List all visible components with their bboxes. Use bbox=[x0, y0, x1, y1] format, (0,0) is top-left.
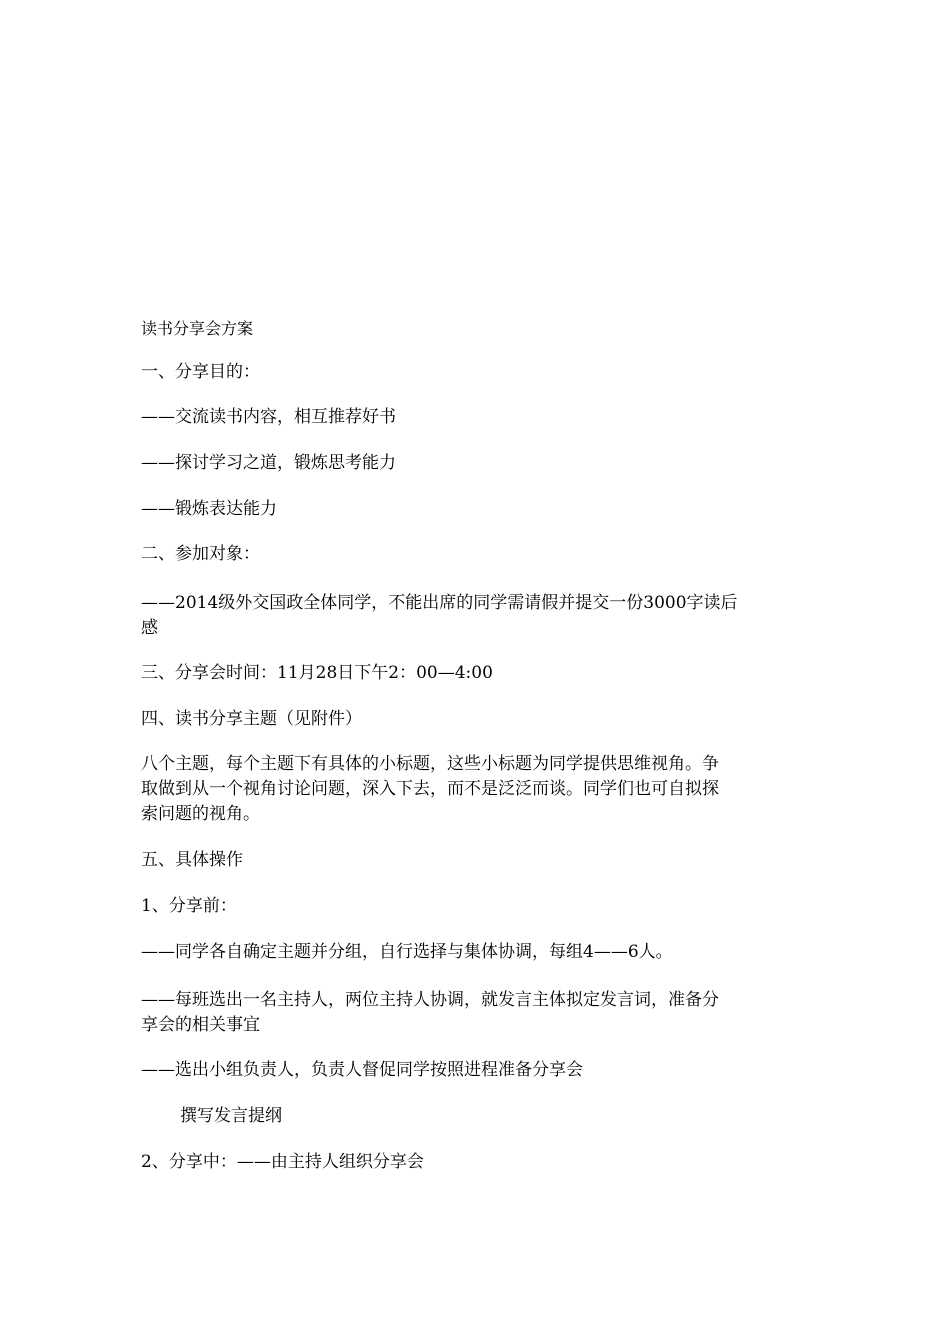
subheading-before: 1、分享前： bbox=[141, 896, 237, 916]
operation-item: ——选出小组负责人，负责人督促同学按照进程准备分享会 bbox=[141, 1060, 583, 1080]
section-heading-purpose: 一、分享目的： bbox=[141, 362, 260, 382]
participants-text-line: ——2014级外交国政全体同学，不能出席的同学需请假并提交一份3000字读后 bbox=[141, 593, 738, 613]
section-heading-operation: 五、具体操作 bbox=[141, 850, 243, 870]
operation-item-line: ——每班选出一名主持人，两位主持人协调，就发言主体拟定发言词，准备分 bbox=[141, 990, 719, 1010]
section-heading-topics: 四、读书分享主题（见附件） bbox=[141, 709, 362, 729]
topics-paragraph-line: 取做到从一个视角讨论问题，深入下去，而不是泛泛而谈。同学们也可自拟探 bbox=[141, 779, 719, 799]
purpose-item: ——锻炼表达能力 bbox=[141, 499, 277, 519]
topics-paragraph-line: 八个主题，每个主题下有具体的小标题，这些小标题为同学提供思维视角。争 bbox=[141, 754, 719, 774]
operation-item: ——同学各自确定主题并分组，自行选择与集体协调，每组4——6人。 bbox=[141, 942, 673, 962]
purpose-item: ——探讨学习之道，锻炼思考能力 bbox=[141, 453, 396, 473]
operation-item-line: 享会的相关事宜 bbox=[141, 1015, 260, 1035]
topics-paragraph-line: 索问题的视角。 bbox=[141, 804, 260, 824]
section-heading-participants: 二、参加对象： bbox=[141, 544, 260, 564]
section-heading-time: 三、分享会时间：11月28日下午2：00—4:00 bbox=[141, 663, 493, 683]
purpose-item: ——交流读书内容，相互推荐好书 bbox=[141, 407, 396, 427]
subheading-during: 2、分享中：——由主持人组织分享会 bbox=[141, 1152, 424, 1172]
document-title: 读书分享会方案 bbox=[141, 319, 254, 338]
participants-text-line: 感 bbox=[141, 618, 158, 638]
operation-item-indented: 撰写发言提纲 bbox=[180, 1106, 282, 1126]
